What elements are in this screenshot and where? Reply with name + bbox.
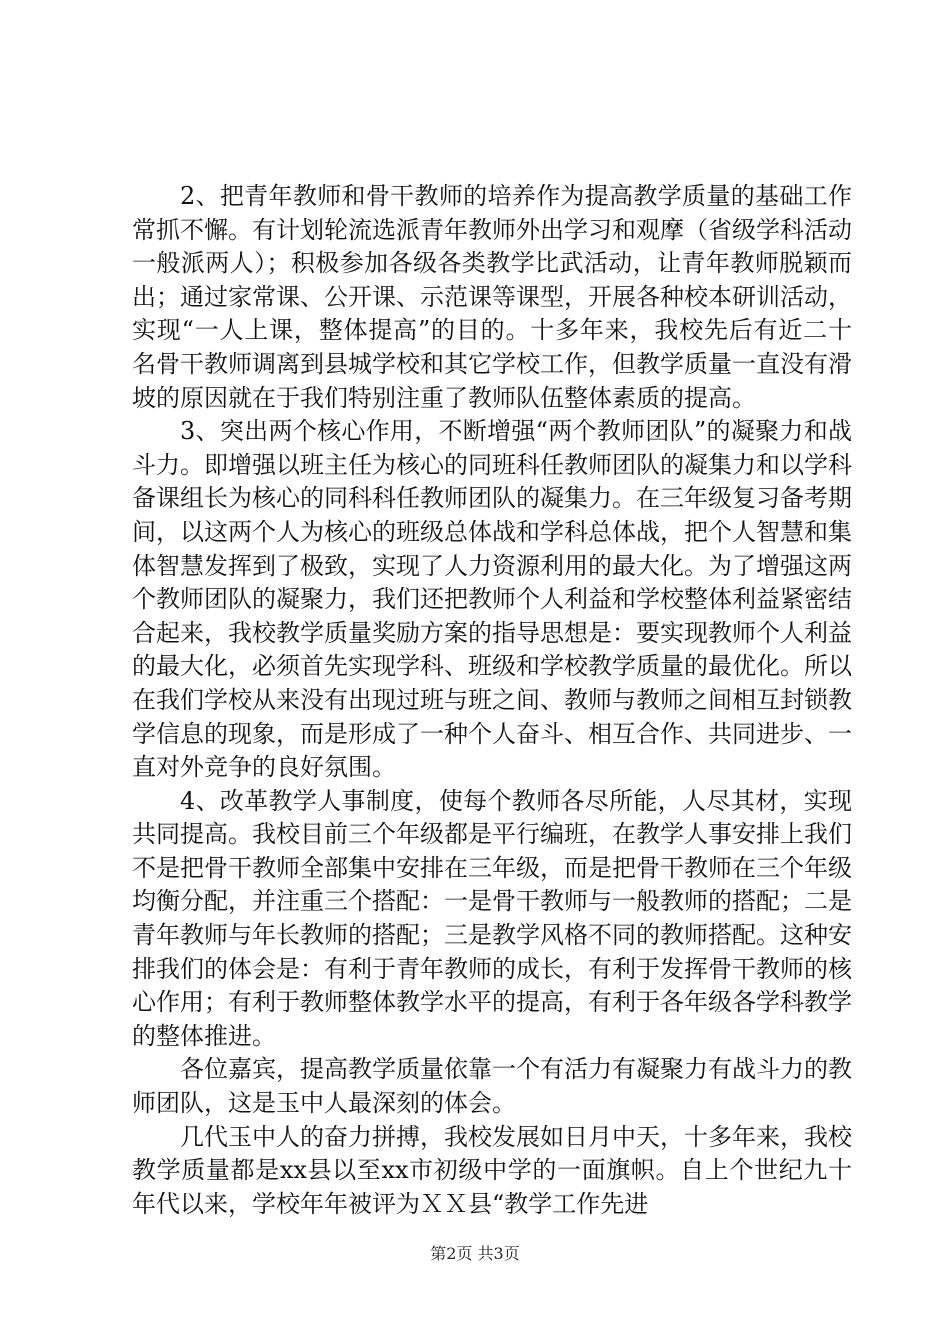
paragraph-guests: 各位嘉宾，提高教学质量依靠一个有活力有凝聚力有战斗力的教师团队，这是玉中人最深刻的体会。 — [132, 1055, 852, 1118]
paragraph-3: 3、突出两个核心作用，不断增强“两个教师团队”的凝聚力和战斗力。即增强以班主任为核心的同班科任教师团队的凝集力和以学科备课组长为核心的同科科任教师团队的凝集力。在三年级复习备考期间，以这两个人为核心的班级总体战和学科总体战，把个人智慧和集体智慧发挥到了极致，实现了人力资源利用的最大化。为了增强这两个教师团队的凝聚力，我们还把教师个人利益和学校整体利益紧密结合起来，我校教学质量奖励方案的指导思想是：要实现教师个人利益的最大化，必须首先实现学科、班级和学校教学质量的最优化。所以在我们学校从来没有出现过班与班之间、教师与教师之间相互封锁教学信息的现象，而是形成了一种个人奋斗、相互合作、共同进步、一直对外竞争的良好氛围。 — [132, 417, 852, 782]
paragraph-2: 2、把青年教师和骨干教师的培养作为提高教学质量的基础工作常抓不懈。有计划轮流选派青年教师外出学习和观摩（省级学科活动一般派两人）；积极参加各级各类教学比武活动，让青年教师脱颖而出；通过家常课、公开课、示范课等课型，开展各种校本研训活动，实现“一人上课，整体提高”的目的。十多年来，我校先后有近二十名骨干教师调离到县城学校和其它学校工作，但教学质量一直没有滑坡的原因就在于我们特别注重了教师队伍整体素质的提高。 — [132, 182, 852, 412]
page-number-footer: 第2页 共3页 — [430, 1244, 520, 1263]
paragraph-4: 4、改革教学人事制度，使每个教师各尽所能，人尽其材，实现共同提高。我校目前三个年级都是平行编班，在教学人事安排上我们不是把骨干教师全部集中安排在三年级，而是把骨干教师在三个年级均衡分配，并注重三个搭配：一是骨干教师与一般教师的搭配；二是青年教师与年长教师的搭配；三是教学风格不同的教师搭配。这种安排我们的体会是：有利于青年教师的成长，有利于发挥骨干教师的核心作用；有利于教师整体教学水平的提高，有利于各年级各学科教学的整体推进。 — [132, 786, 852, 1050]
document-body — [132, 180, 852, 1221]
paragraph-history: 几代玉中人的奋力拼搏，我校发展如日月中天，十多年来，我校教学质量都是xx县以至xx市初级中学的一面旗帜。自上个世纪九十年代以来，学校年年被评为ＸＸ县“教学工作先进 — [132, 1122, 852, 1218]
